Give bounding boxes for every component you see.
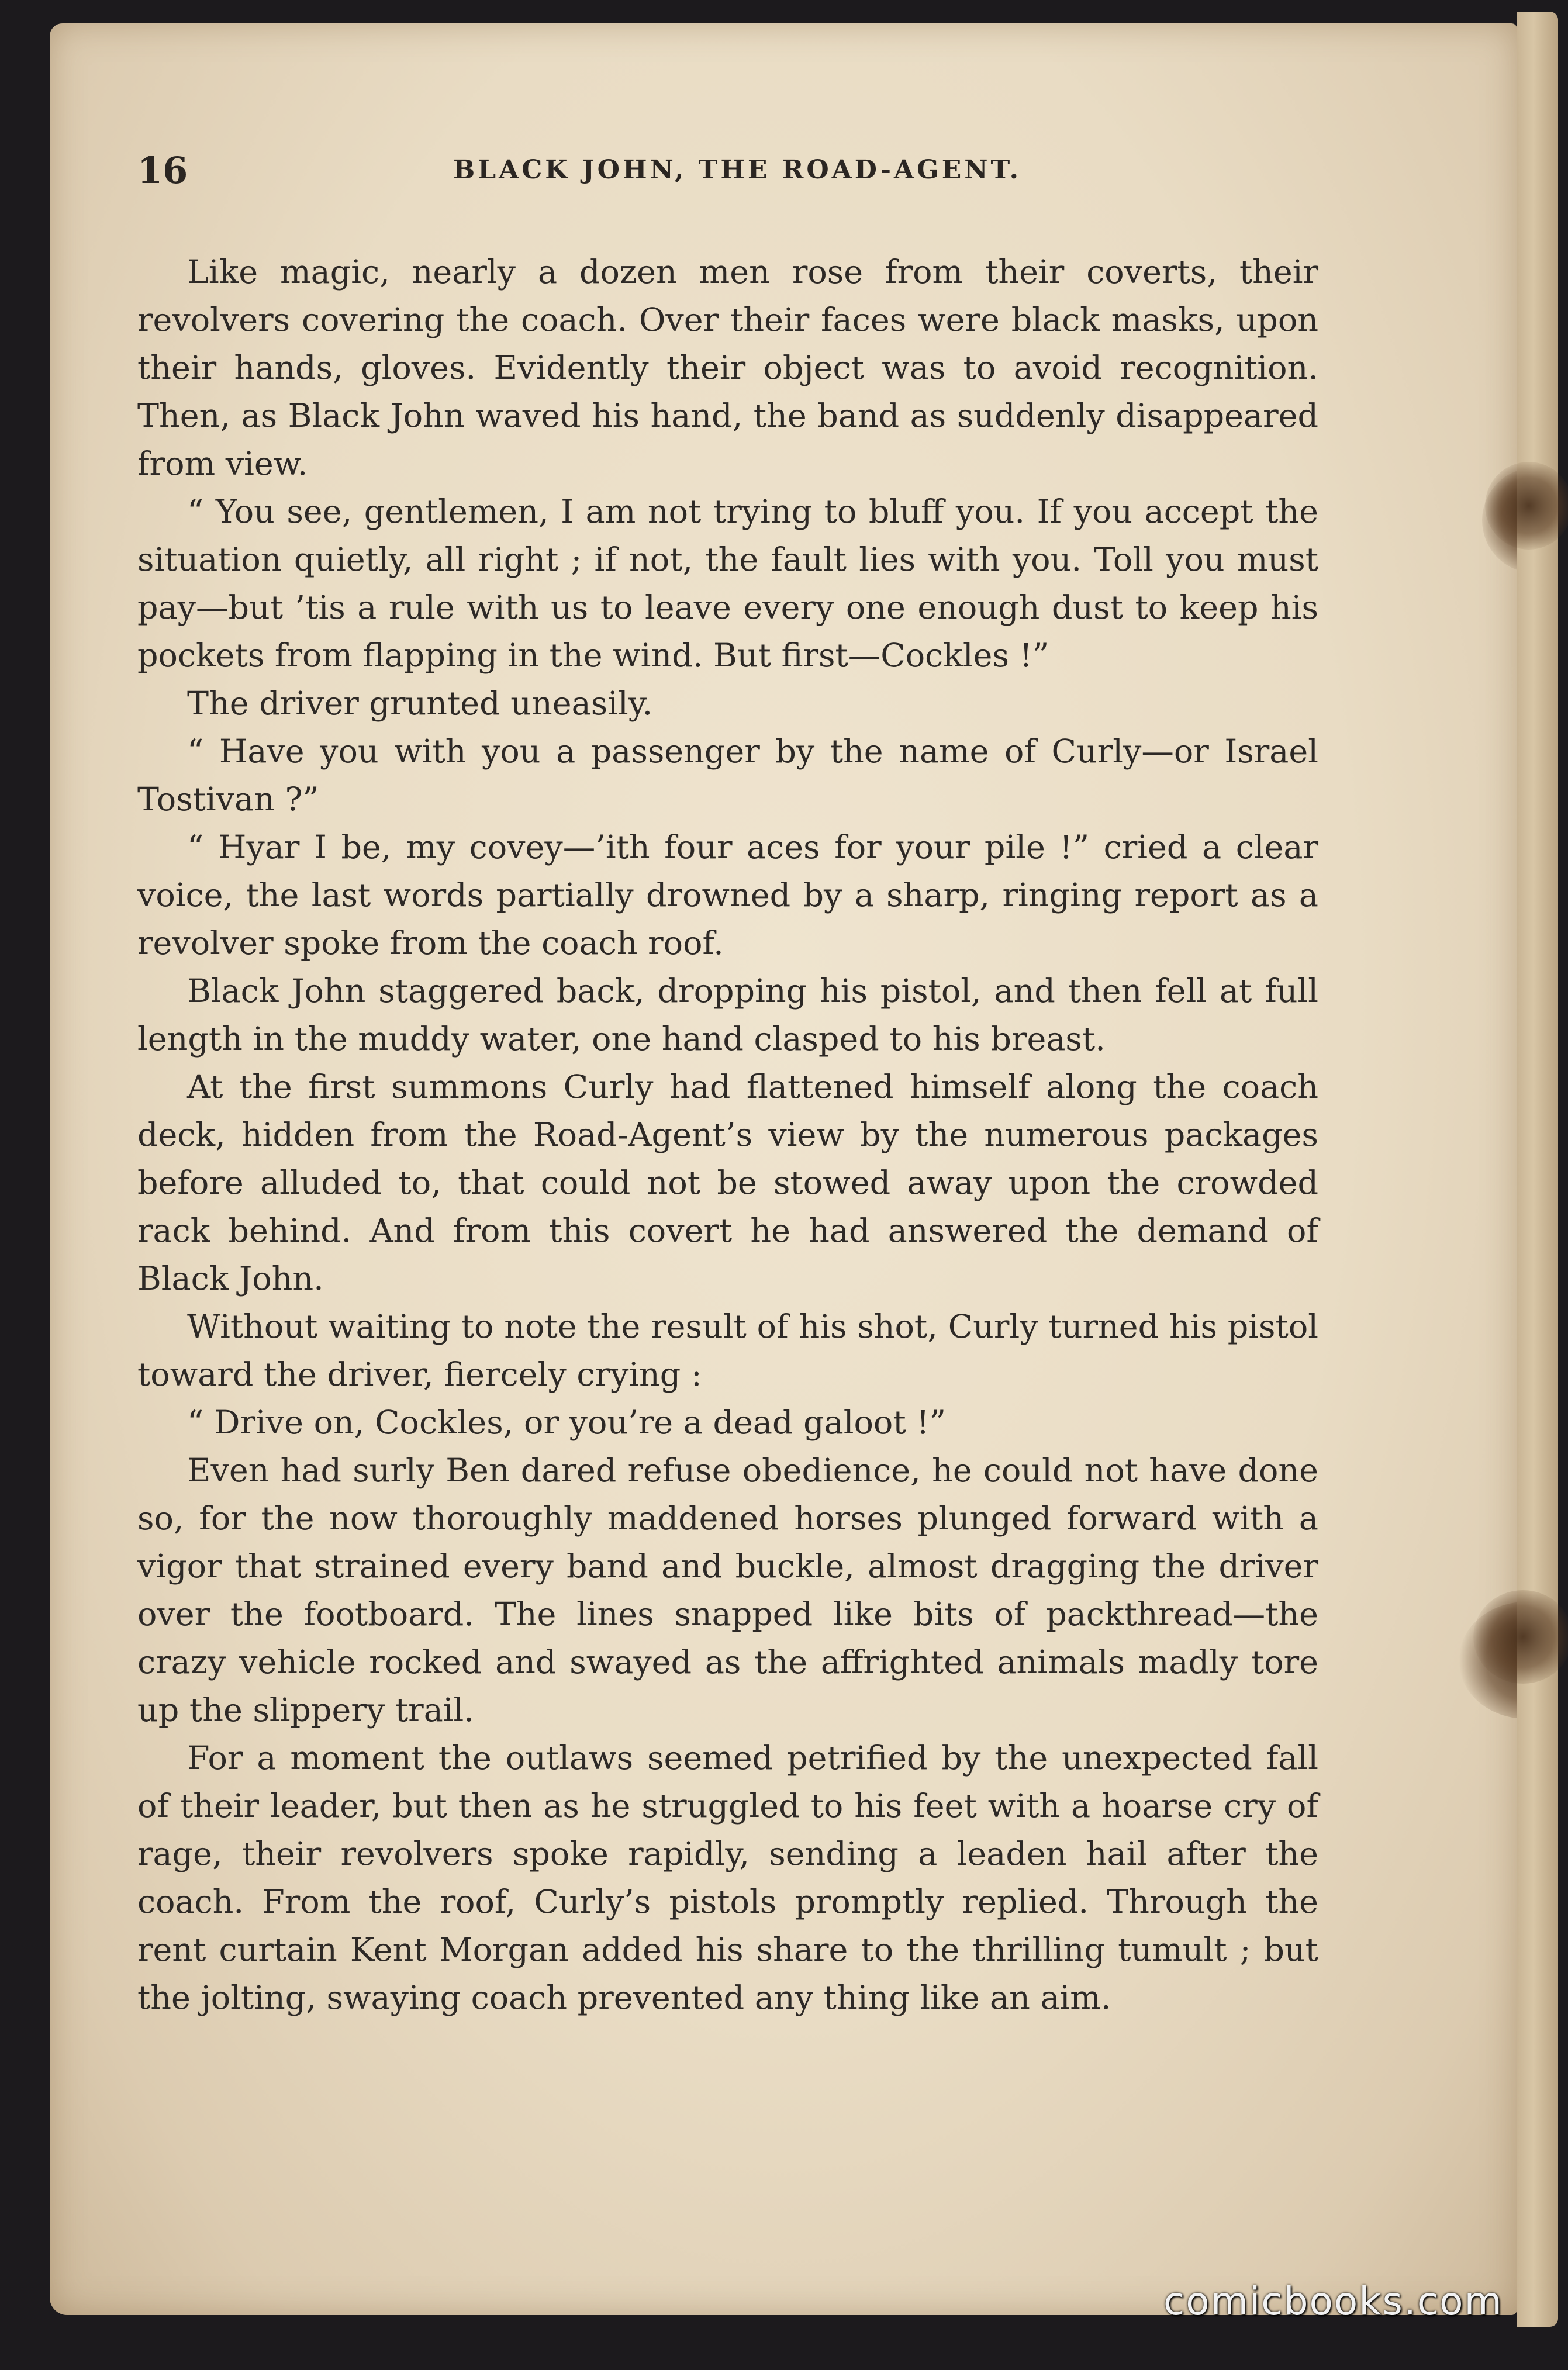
paragraph: Like magic, nearly a dozen men rose from their coverts, their revolvers covering the coach. Over their faces were black masks, upon their hands, gloves. Evidently their object was to avoid recognition. Then, as Black John waved his hand, the band as suddenly disappeared from view.	[137, 253, 1318, 483]
paragraph: “ Have you with you a passenger by the name of Curly—or Israel Tostivan ?”	[137, 733, 1318, 818]
paragraph: At the first summons Curly had flattened himself along the coach deck, hidden from the Road-Agent’s view by the numerous packages before alluded to, that could not be stowed away upon the crowded rack behind. And from this covert he had answered the demand of Black John.	[137, 1068, 1318, 1298]
body-text	[137, 248, 1318, 2022]
page-edge	[1517, 12, 1558, 2327]
binding-hole-upper-edge	[1485, 462, 1568, 550]
paragraph: For a moment the outlaws seemed petrified by the unexpected fall of their leader, but then as he struggled to his feet with a hoarse cry of rage, their revolvers spoke rapidly, sending a leaden hail after the coach. From the roof, Curly’s pistols promptly replied. Through the rent curtain Kent Morgan added his share to the thrilling tumult ; but the jolting, swaying coach prevented any thing like an aim.	[137, 1739, 1318, 2017]
paragraph: The driver grunted uneasily.	[187, 685, 653, 723]
site-watermark: comicbooks.com	[1163, 2279, 1503, 2324]
paragraph: “ You see, gentlemen, I am not trying to bluff you. If you accept the situation quietly, all right ; if not, the fault lies with you. Toll you must pay—but ’tis a rule with us to leave every one enough dust to keep his pockets from flapping in the wind. But first—Cockles !”	[137, 493, 1318, 675]
page-number: 16	[137, 149, 188, 192]
paragraph: “ Hyar I be, my covey—’ith four aces for your pile !” cried a clear voice, the last words partially drowned by a sharp, ringing report as a revolver spoke from the coach roof.	[137, 828, 1318, 962]
paragraph: Even had surly Ben dared refuse obedience, he could not have done so, for the now thoroughly maddened horses plunged forward with a vigor that strained every band and buckle, almost dragging the driver over the footboard. The lines snapped like bits of packthread—the crazy vehicle rocked and swayed as the affrighted animals madly tore up the slippery trail.	[137, 1452, 1318, 1729]
paragraph: “ Drive on, Cockles, or you’re a dead galoot !”	[187, 1404, 946, 1442]
paragraph: Without waiting to note the result of his shot, Curly turned his pistol toward the driver, fiercely crying :	[137, 1308, 1318, 1394]
paragraph: Black John staggered back, dropping his pistol, and then fell at full length in the muddy water, one hand clasped to his breast.	[137, 972, 1318, 1058]
running-title: BLACK JOHN, THE ROAD-AGENT.	[453, 155, 1021, 185]
binding-hole-lower-edge	[1473, 1590, 1568, 1684]
running-head	[137, 149, 1324, 202]
